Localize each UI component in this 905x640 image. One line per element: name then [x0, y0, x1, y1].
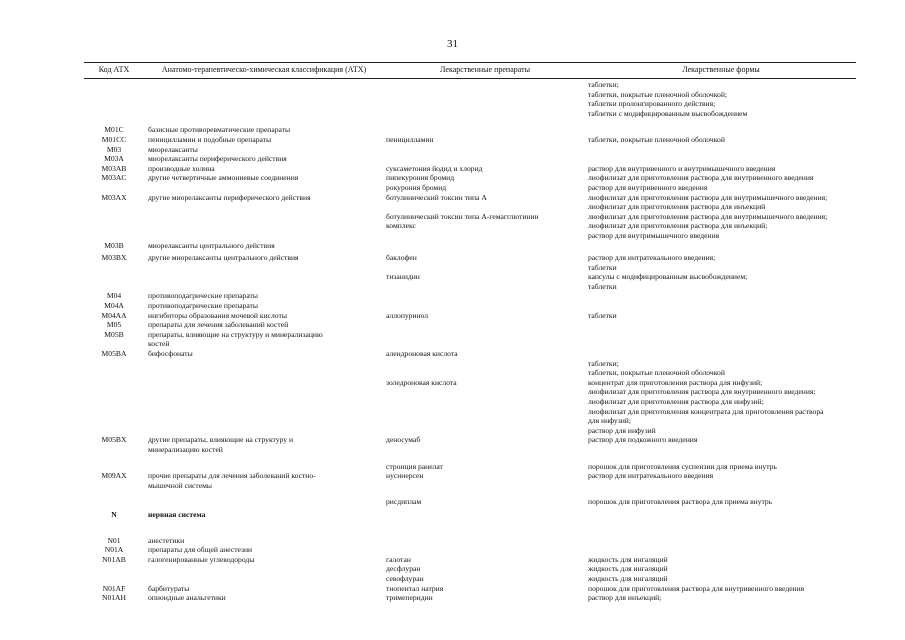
- classification-cell: [144, 263, 384, 273]
- atc-code-cell: M03B: [104, 240, 124, 250]
- form-cell: жидкость для ингаляций: [588, 573, 668, 583]
- drug-cell: золедроновая кислота: [386, 377, 457, 387]
- atc-code-cell: [84, 282, 144, 292]
- atc-code-cell: [84, 263, 144, 273]
- classification-cell: [144, 564, 384, 574]
- classification-cell: [144, 359, 384, 369]
- atc-code-cell: M03BX: [101, 253, 127, 263]
- form-cell: порошок для приготовления раствора для приема внутрь: [588, 497, 773, 507]
- drug-cell: [384, 320, 586, 330]
- atc-code-cell: [84, 99, 144, 109]
- form-cell: [586, 320, 856, 330]
- drug-cell: [384, 387, 586, 397]
- table-row: [84, 291, 856, 301]
- classification-cell: анестетики: [148, 535, 185, 545]
- form-cell: жидкость для ингаляций: [588, 564, 668, 574]
- classification-cell: [144, 378, 384, 388]
- form-cell: [586, 481, 856, 491]
- drug-cell: комплекс: [386, 221, 416, 231]
- atc-code-cell: [84, 497, 144, 507]
- atc-code-cell: [84, 378, 144, 388]
- table-top-border: [84, 62, 856, 63]
- page-number: 31: [447, 38, 458, 50]
- form-cell: таблетки, покрытые пленочной оболочкой: [588, 134, 725, 144]
- drug-cell: [384, 481, 586, 491]
- atc-code-cell: N: [111, 509, 117, 519]
- classification-cell: минерализацию костей: [148, 444, 223, 454]
- drug-cell: суксаметония йодид и хлорид: [386, 163, 483, 173]
- form-cell: капсулы с модифицированным высвобождением;: [588, 272, 748, 282]
- classification-cell: мышечной системы: [148, 480, 212, 490]
- table-row: [84, 231, 856, 241]
- classification-cell: препараты для общей анестезии: [148, 545, 253, 555]
- atc-code-cell: [84, 387, 144, 397]
- atc-code-cell: M04: [106, 291, 122, 301]
- drug-cell: ботулинический токсин типа А-гемагглютинин: [386, 211, 539, 221]
- form-cell: порошок для приготовления раствора для внутривенного введения: [588, 583, 805, 593]
- table-row: [84, 387, 856, 397]
- atc-code-cell: M03AB: [101, 163, 127, 173]
- form-cell: [586, 291, 856, 301]
- form-cell: таблетки с модифицированным высвобождением: [588, 108, 748, 118]
- atc-code-cell: [84, 426, 144, 436]
- atc-code-cell: [84, 109, 144, 119]
- table-row: [84, 435, 856, 445]
- atc-code-cell: M03AC: [101, 173, 127, 183]
- table-row: [84, 349, 856, 359]
- form-cell: жидкость для ингаляций: [588, 554, 668, 564]
- form-cell: [586, 510, 856, 520]
- form-cell: [586, 536, 856, 546]
- atc-code-cell: [84, 416, 144, 426]
- table-row: [84, 407, 856, 417]
- table-row: [84, 574, 856, 584]
- drug-cell: [384, 301, 586, 311]
- table-row: [84, 145, 856, 155]
- drug-cell: рокурония бромид: [386, 182, 447, 192]
- classification-cell: противоподагрические препараты: [148, 301, 258, 311]
- atc-code-cell: [84, 359, 144, 369]
- table-row: [84, 497, 856, 507]
- classification-cell: миорелаксанты периферического действия: [148, 154, 287, 164]
- drug-cell: тримеперидин: [386, 593, 433, 603]
- table-row: [84, 212, 856, 222]
- atc-code-cell: M01CC: [101, 134, 127, 144]
- table-row: [84, 397, 856, 407]
- drug-cell: [384, 145, 586, 155]
- table-row: [84, 99, 856, 109]
- form-cell: лиофилизат для приготовления концентрата для приготовления раствора: [588, 406, 824, 416]
- drug-cell: [384, 80, 586, 90]
- table-row: [84, 193, 856, 203]
- atc-code-cell: [84, 368, 144, 378]
- table-row: [84, 368, 856, 378]
- drug-cell: ботулинический токсин типа А: [386, 192, 487, 202]
- classification-cell: бифосфонаты: [148, 349, 193, 359]
- drug-cell: [384, 99, 586, 109]
- table-row: [84, 263, 856, 273]
- form-cell: таблетки: [588, 281, 617, 291]
- table-row: [84, 510, 856, 520]
- drug-cell: севофлуран: [386, 573, 424, 583]
- atc-code-cell: [84, 272, 144, 282]
- drug-cell: [384, 510, 586, 520]
- atc-code-cell: M05B: [104, 329, 124, 339]
- atc-code-cell: [84, 221, 144, 231]
- form-cell: [586, 241, 856, 251]
- drug-cell: стронция ранелат: [386, 461, 443, 471]
- classification-cell: [144, 202, 384, 212]
- form-cell: концентрат для приготовления раствора для инфузий;: [588, 377, 763, 387]
- classification-cell: [144, 387, 384, 397]
- form-cell: [586, 339, 856, 349]
- drug-cell: деносумаб: [386, 435, 421, 445]
- form-cell: лиофилизат для приготовления раствора для внутримышечного введения;: [588, 211, 828, 221]
- drug-cell: [384, 241, 586, 251]
- table-row: [84, 125, 856, 135]
- table-row: [84, 173, 856, 183]
- classification-cell: противоподагрические препараты: [148, 291, 258, 301]
- atc-code-cell: N01AF: [102, 583, 126, 593]
- atc-code-cell: M05BX: [101, 435, 127, 445]
- atc-code-cell: [84, 212, 144, 222]
- classification-cell: прочие препараты для лечения заболеваний костно-: [148, 471, 316, 481]
- classification-cell: базисные противоревматические препараты: [148, 125, 291, 135]
- table-row: [84, 471, 856, 481]
- classification-cell: другие четвертичные аммониевые соединения: [148, 173, 299, 183]
- classification-cell: [144, 416, 384, 426]
- table-row: [84, 320, 856, 330]
- table-row: [84, 378, 856, 388]
- form-cell: [586, 125, 856, 135]
- drug-cell: [384, 231, 586, 241]
- table-row: [84, 545, 856, 555]
- classification-cell: [144, 407, 384, 417]
- drug-cell: [384, 125, 586, 135]
- drug-cell: [384, 330, 586, 340]
- classification-cell: ингибиторы образования мочевой кислоты: [148, 310, 287, 320]
- form-cell: раствор для внутривенного и внутримышечного введения: [588, 163, 776, 173]
- classification-cell: [144, 212, 384, 222]
- atc-code-cell: M03A: [104, 154, 124, 164]
- classification-cell: миорелаксанты: [148, 144, 198, 154]
- atc-code-cell: [84, 183, 144, 193]
- drug-cell: рисдиплам: [386, 497, 422, 507]
- classification-cell: [144, 221, 384, 231]
- form-cell: раствор для интратекального введения;: [588, 253, 716, 263]
- header-bottom-border: [84, 78, 856, 79]
- drug-cell: [384, 545, 586, 555]
- classification-cell: миорелаксанты центрального действия: [148, 240, 275, 250]
- table-row: [84, 359, 856, 369]
- form-cell: [586, 545, 856, 555]
- classification-cell: [144, 90, 384, 100]
- form-cell: лиофилизат для приготовления раствора для внутривенного введения: [588, 173, 814, 183]
- atc-code-cell: N01: [107, 535, 121, 545]
- classification-cell: другие миорелаксанты центрального действия: [148, 253, 299, 263]
- form-cell: таблетки пролонгированного действия;: [588, 99, 716, 109]
- form-cell: раствор для инъекций;: [588, 593, 662, 603]
- form-cell: раствор для внутримышечного введения: [588, 230, 720, 240]
- table-row: [84, 593, 856, 603]
- drug-cell: [384, 359, 586, 369]
- classification-cell: нервная система: [148, 509, 206, 519]
- drug-cell: [384, 445, 586, 455]
- atc-code-cell: [84, 80, 144, 90]
- form-cell: лиофилизат для приготовления раствора для инъекций;: [588, 221, 768, 231]
- form-cell: таблетки: [588, 310, 617, 320]
- drug-cell: [384, 397, 586, 407]
- form-cell: [586, 349, 856, 359]
- form-cell: таблетки, покрытые пленочной оболочкой;: [588, 89, 727, 99]
- atc-code-cell: M05: [106, 320, 122, 330]
- table-row: [84, 282, 856, 292]
- table-row: [84, 154, 856, 164]
- drug-cell: алендроновая кислота: [386, 349, 458, 359]
- atc-code-cell: [84, 90, 144, 100]
- atc-code-cell: N01A: [104, 545, 124, 555]
- form-cell: лиофилизат для приготовления раствора для инъекций: [588, 202, 766, 212]
- drug-cell: [384, 109, 586, 119]
- table-row: [84, 536, 856, 546]
- atc-code-cell: M03AX: [101, 192, 127, 202]
- drug-cell: десфлуран: [386, 564, 421, 574]
- table-row: [84, 221, 856, 231]
- classification-cell: костей: [148, 339, 170, 349]
- table-row: [84, 584, 856, 594]
- table-row: [84, 426, 856, 436]
- drug-cell: [384, 407, 586, 417]
- atc-code-cell: N01AH: [101, 593, 127, 603]
- atc-code-cell: N01AB: [102, 554, 126, 564]
- drug-cell: пеницилламин: [386, 134, 434, 144]
- classification-cell: препараты, влияющие на структуру и минерализацию: [148, 329, 323, 339]
- drug-cell: баклофен: [386, 253, 417, 263]
- drug-cell: [384, 536, 586, 546]
- header-forms: Лекарственные формы: [682, 65, 760, 74]
- drug-cell: [384, 90, 586, 100]
- classification-cell: [144, 80, 384, 90]
- classification-cell: другие миорелаксанты периферического действия: [148, 192, 311, 202]
- form-cell: раствор для внутривенного введения: [588, 182, 708, 192]
- table-row: [84, 564, 856, 574]
- form-cell: для инфузий;: [588, 416, 631, 426]
- atc-table: [84, 62, 856, 622]
- atc-code-cell: [84, 462, 144, 472]
- drug-cell: [384, 291, 586, 301]
- classification-cell: [144, 272, 384, 282]
- atc-code-cell: M09AX: [101, 471, 127, 481]
- classification-cell: другие препараты, влияющие на структуру и: [148, 435, 294, 445]
- atc-code-cell: M04A: [104, 301, 124, 311]
- atc-code-cell: [84, 339, 144, 349]
- drug-cell: пипекурония бромид: [386, 173, 455, 183]
- form-cell: [586, 154, 856, 164]
- form-cell: лиофилизат для приготовления раствора для внутримышечного введения;: [588, 192, 828, 202]
- table-row: [84, 241, 856, 251]
- drug-cell: [384, 154, 586, 164]
- header-drugs: Лекарственные препараты: [440, 65, 530, 74]
- table-row: [84, 445, 856, 455]
- classification-cell: [144, 397, 384, 407]
- drug-cell: [384, 426, 586, 436]
- drug-cell: аллопуринол: [386, 310, 429, 320]
- atc-code-cell: [84, 202, 144, 212]
- form-cell: [586, 445, 856, 455]
- table-row: [84, 202, 856, 212]
- drug-cell: нусинерсен: [386, 471, 424, 481]
- classification-cell: производные холина: [148, 163, 215, 173]
- header-code: Код АТХ: [98, 65, 130, 74]
- classification-cell: [144, 231, 384, 241]
- drug-cell: [384, 368, 586, 378]
- classification-cell: [144, 183, 384, 193]
- atc-code-cell: [84, 445, 144, 455]
- table-body: [84, 80, 856, 603]
- form-cell: порошок для приготовления суспензии для приема внутрь: [588, 461, 777, 471]
- table-row: [84, 339, 856, 349]
- classification-cell: [144, 109, 384, 119]
- drug-cell: [384, 282, 586, 292]
- table-row: [84, 183, 856, 193]
- form-cell: таблетки;: [588, 358, 619, 368]
- table-row: [84, 80, 856, 90]
- form-cell: лиофилизат для приготовления раствора для внутривенного введения;: [588, 387, 816, 397]
- form-cell: [586, 301, 856, 311]
- table-row: [84, 90, 856, 100]
- atc-code-cell: [84, 574, 144, 584]
- form-cell: таблетки;: [588, 80, 619, 89]
- drug-cell: [384, 263, 586, 273]
- drug-cell: тизанидин: [386, 272, 420, 282]
- form-cell: раствор для подкожного введения: [588, 435, 698, 445]
- classification-cell: [144, 426, 384, 436]
- table-row: [84, 164, 856, 174]
- atc-code-cell: [84, 231, 144, 241]
- classification-cell: пеницилламин и подобные препараты: [148, 134, 272, 144]
- table-row: [84, 135, 856, 145]
- drug-cell: [384, 202, 586, 212]
- form-cell: [586, 330, 856, 340]
- table-row: [84, 301, 856, 311]
- form-cell: таблетки, покрытые пленочной оболочкой: [588, 368, 725, 378]
- classification-cell: препараты для лечения заболеваний костей: [148, 320, 289, 330]
- atc-code-cell: M05BA: [101, 349, 127, 359]
- table-row: [84, 109, 856, 119]
- form-cell: лиофилизат для приготовления раствора для инфузий;: [588, 397, 764, 406]
- atc-code-cell: [84, 481, 144, 491]
- atc-code-cell: [84, 564, 144, 574]
- atc-code-cell: [84, 397, 144, 407]
- classification-cell: галогенированные углеводороды: [148, 554, 255, 564]
- drug-cell: [384, 339, 586, 349]
- drug-cell: тиопентал натрия: [386, 583, 444, 593]
- atc-code-cell: M03: [106, 144, 122, 154]
- classification-cell: [144, 99, 384, 109]
- classification-cell: [144, 368, 384, 378]
- table-row: [84, 416, 856, 426]
- drug-cell: [384, 416, 586, 426]
- classification-cell: барбитураты: [148, 583, 190, 593]
- form-cell: раствор для инфузий: [588, 425, 656, 435]
- table-row: [84, 481, 856, 491]
- classification-cell: [144, 282, 384, 292]
- atc-code-cell: M01C: [104, 125, 124, 135]
- form-cell: [586, 145, 856, 155]
- classification-cell: опиоидные анальгетики: [148, 593, 226, 603]
- table-row: [84, 253, 856, 263]
- atc-code-cell: [84, 407, 144, 417]
- table-row: [84, 311, 856, 321]
- table-row: [84, 272, 856, 282]
- form-cell: таблетки: [588, 262, 617, 272]
- table-row: [84, 555, 856, 565]
- atc-code-cell: M04AA: [101, 310, 127, 320]
- classification-cell: [144, 574, 384, 584]
- table-row: [84, 462, 856, 472]
- classification-cell: [144, 497, 384, 507]
- drug-cell: галотан: [386, 554, 411, 564]
- form-cell: раствор для интратекального введения: [588, 471, 714, 481]
- classification-cell: [144, 462, 384, 472]
- header-classification: Анатомо-терапевтическо-химическая классификация (АТХ): [161, 65, 367, 74]
- table-row: [84, 330, 856, 340]
